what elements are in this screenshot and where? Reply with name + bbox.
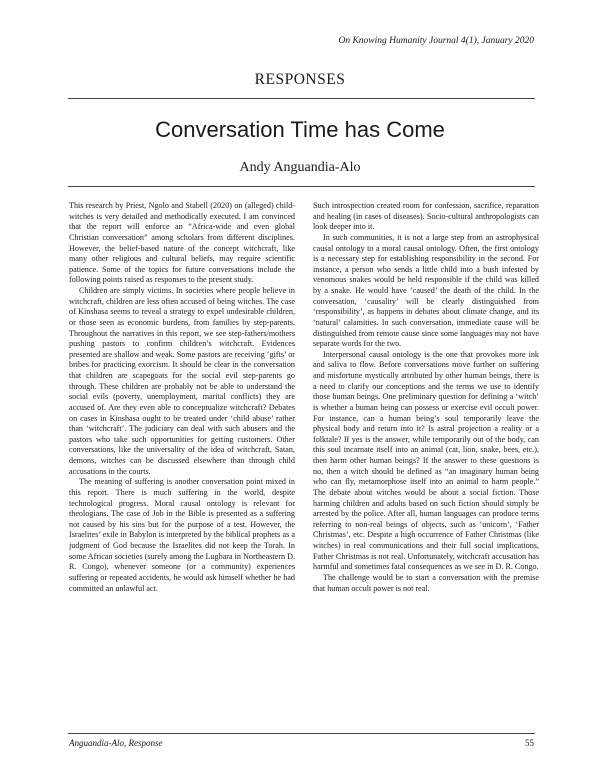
paragraph: The meaning of suffering is another conversation point mixed in this report. There is much suffering in the world, despite technological progress. Moral causal ontology is relevant for theologians. The case of Job in the Bible is presented as a suffering not caused by his sins but for the purpose of a test. However, the Israelites’ exile in Babylon is interpreted by the biblical prophets as a judgment of God because the Israelites did not keep the Torah. In some African societies (surely among the Lugbara in Northeastern D. R. Congo), whenever someone (or a community) experiences suffering or repeated accidents, he would ask himself whether he had committed an unlawful act. <box>69 477 295 593</box>
author-rule <box>68 186 535 187</box>
article-title: Conversation Time has Come <box>155 117 445 142</box>
author-name: Andy Anguandia-Alo <box>239 160 361 175</box>
paragraph: Such introspection created room for confession, sacrifice, reparation and healing (in cases of diseases). Socio-cultural anthropologists can look deeper into it. <box>313 201 539 232</box>
paragraph: This research by Priest, Ngolo and Stabell (2020) on (alleged) child-witches is very detailed and methodically executed. I am convinced that the report will enforce an “Africa-wide and even global Christian conversation” among scholars from different disciplines. However, the belief-based nature of the concept witchcraft, like many other religious and cultural beliefs, may require scientific patience. Some of the topics for future conversations include the following points raised as responses to the present study. <box>69 201 295 285</box>
heading-rule-top <box>68 98 535 99</box>
page-number: 55 <box>525 738 534 748</box>
running-footer: Anguandia-Alo, Response <box>69 738 163 748</box>
section-heading: RESPONSES <box>254 71 346 88</box>
paragraph: Children are simply victims. In societies where people believe in witchcraft, children are less often accused of being witches. The case of Kinshasa seems to reveal a strategy to expel undesirable children, or those seen as economic burdens, from families by step-parents. Throughout the narratives in this report, we see step-fathers/mothers pushing pastors to confirm children’s witchcraft. Evidences presented are shallow and weak. Some pastors are receiving ‘gifts’ or bribes for practicing exorcism. It should be clear in the conversation that children are scapegoats for the social evil step-parents go through. These children are probably not be able to understand the social evils (poverty, unemployment, marital conflicts) they are accused of. Are they even able to conceptualize witchcraft? Debates on cases in Kinshasa ought to be treated under ‘child abuse’ rather than ‘witchcraft’. The judiciary can deal with such abusers and the pastors who take such opportunities for getting customers. Other conversations, like the universality of the idea of witchcraft, Satan, demons, witches can be discussed elsewhere than through child accusations in the courts. <box>69 286 295 476</box>
paragraph: In such communities, it is not a large step from an astrophysical causal ontology to a moral causal ontology. Often, the first ontology is a necessary step for establishing responsibility in the second. For instance, a person who sends a little child into a bush infested by venomous snakes would be held responsible if the child was killed by a snake. He would have ‘caused’ the death of the child. In the conversation, ‘causality’ will be clearly distinguished from ‘responsibility’, as happens in debates about climate change, and its ‘natural’ calamities. In such conversation, immediate cause will be distinguished from remote cause since some languages may not have separate words for the two. <box>313 232 539 349</box>
journal-header: On Knowing Humanity Journal 4(1), January 2020 <box>338 36 534 46</box>
paragraph: The challenge would be to start a conversation with the premise that human occult power is not real. <box>313 572 539 593</box>
footer-rule <box>68 733 535 734</box>
paragraph: Interpersonal causal ontology is the one that provokes more ink and saliva to flow. Before conversations move further on suffering and misfortune mystically attributed by other human beings, there is a need to clarify our conceptions and the terms we use to identify those human beings. One preliminary question for defining a ‘witch’ is whether a human being can possess or exercise evil occult power. For instance, can a human being’s soul temporarily leave the physical body and return into it? Is astral projection a reality or a folktale? If yes is the answer, while temporarily out of the body, can this soul incarnate itself into an animal (cat, lion, snake, bees, etc.), then harm other human beings? If the answer to these questions is no, then a witch should be defined as “an imaginary human being who can fly, metamorphose itself into an animal to harm people.” The debate about witches would be about a social fiction. Those harming children and adults based on such fiction should simply be arrested by the police. After all, human languages can produce terms referring to non-real beings of objects, such as ‘unicorn’, ‘Father Christmas’, etc. Despite a high occurrence of Father Christmas (like witches) in real communications and their full social implications, Father Christmas is not real. Unfortunately, witchcraft accusation has harmful and sometimes fatal consequences as we see in D. R. Congo. <box>313 349 539 572</box>
right-column <box>313 201 539 594</box>
left-column <box>69 201 295 594</box>
